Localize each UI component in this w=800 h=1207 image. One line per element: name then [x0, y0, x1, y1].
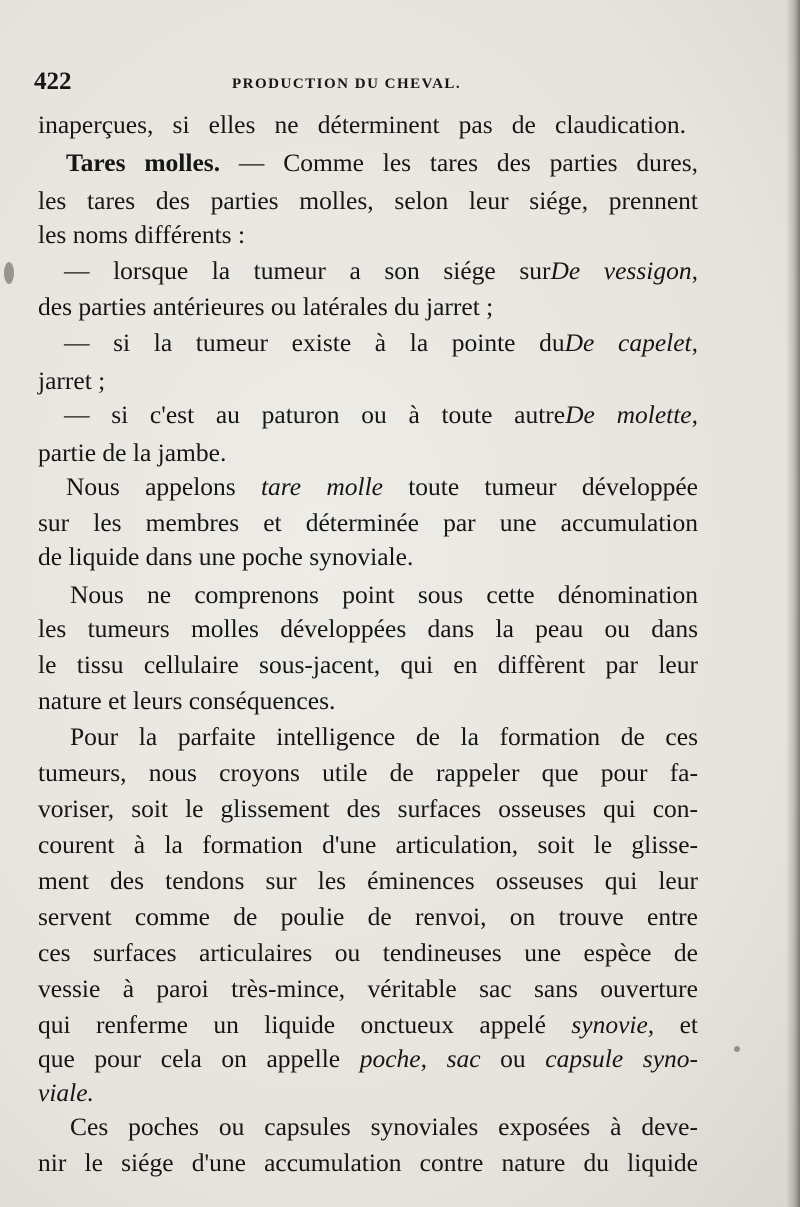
text-run: les noms différents : — [38, 220, 246, 249]
text-run: les tumeurs molles développées dans la peau ou dans — [38, 614, 698, 643]
text-line — [38, 1010, 698, 1040]
text-line — [64, 328, 698, 358]
text-line — [38, 292, 570, 322]
text-line — [38, 974, 698, 1004]
ink-smudge — [4, 262, 14, 284]
text-run: tumeurs, nous croyons utile de rappeler que pour fa- — [38, 758, 698, 787]
text-run: jarret ; — [38, 366, 106, 395]
text-line — [38, 650, 698, 680]
text-line — [38, 866, 698, 896]
italic-text: De capelet, — [564, 328, 699, 357]
text-run: nir le siége d'une accumulation contre nature du liquide — [38, 1148, 698, 1177]
text-line — [66, 148, 698, 178]
text-line — [38, 1148, 698, 1178]
text-run: ces surfaces articulaires ou tendineuses une espèce de — [38, 938, 698, 967]
page-edge-shadow — [786, 0, 800, 1207]
text-run: courent à la formation d'une articulation, soit le glisse- — [38, 830, 698, 859]
text-line — [70, 722, 698, 752]
italic-text: tare molle — [260, 472, 383, 501]
text-line — [64, 256, 698, 286]
italic-text: sac — [446, 1044, 481, 1073]
text-line — [38, 220, 275, 250]
italic-text: capsule syno- — [545, 1044, 699, 1073]
text-line — [38, 508, 698, 538]
text-line — [38, 902, 698, 932]
italic-text: De molette, — [565, 400, 698, 429]
text-line — [38, 938, 698, 968]
text-line — [38, 110, 686, 140]
text-line — [38, 614, 698, 644]
running-title: PRODUCTION DU CHEVAL. — [232, 76, 462, 92]
text-line — [38, 686, 385, 716]
text-line — [64, 400, 698, 430]
text-run: les tares des parties molles, selon leur siége, prennent — [38, 186, 698, 215]
text-line — [38, 366, 120, 396]
ink-smudge — [734, 1046, 740, 1052]
text-run: Ces poches ou capsules synoviales exposées à deve- — [70, 1112, 698, 1141]
text-run: — lorsque la tumeur a son siége sur — [64, 256, 551, 285]
text-line — [38, 542, 486, 572]
text-run: et — [654, 1010, 698, 1039]
text-line — [38, 186, 698, 216]
italic-text: synovie, — [571, 1010, 655, 1039]
text-run: le tissu cellulaire sous-jacent, qui en diffèrent par leur — [38, 650, 698, 679]
text-run: que pour cela on appelle — [38, 1044, 360, 1073]
text-run: sur les membres et déterminée par une accumulation — [38, 508, 698, 537]
text-run: ou — [480, 1044, 546, 1073]
text-run: — si la tumeur existe à la pointe du — [64, 328, 565, 357]
italic-text: De vessigon, — [550, 256, 698, 285]
text-run: nature et leurs conséquences. — [38, 686, 336, 715]
text-run: ment des tendons sur les éminences osseuses qui leur — [38, 866, 698, 895]
text-line — [38, 830, 698, 860]
text-line — [38, 1044, 698, 1074]
italic-text: poche, — [359, 1044, 427, 1073]
text-line — [38, 1078, 124, 1108]
text-run: — si c'est au paturon ou à toute autre — [64, 400, 566, 429]
text-line — [38, 758, 698, 788]
page-number: 422 — [34, 68, 72, 95]
text-run: toute tumeur développée — [382, 472, 698, 501]
text-run: vessie à paroi très-mince, véritable sac sans ouverture — [38, 974, 698, 1003]
text-run — [427, 1044, 447, 1073]
text-run: qui renferme un liquide onctueux appelé — [38, 1010, 572, 1039]
text-line — [38, 794, 698, 824]
text-run: Nous appelons — [66, 472, 261, 501]
italic-text: viale. — [38, 1078, 94, 1107]
text-run: de liquide dans une poche synoviale. — [38, 542, 414, 571]
text-run: — Comme les tares des parties dures, — [220, 148, 699, 177]
text-run: des parties antérieures ou latérales du jarret ; — [38, 292, 494, 321]
text-line — [70, 1112, 698, 1142]
bold-heading: Tares molles. — [66, 148, 221, 177]
text-run: inaperçues, si elles ne déterminent pas de claudication. — [38, 110, 686, 139]
text-run: servent comme de poulie de renvoi, on trouve entre — [38, 902, 698, 931]
text-run: voriser, soit le glissement des surfaces osseuses qui con- — [38, 794, 698, 823]
text-run: partie de la jambe. — [38, 438, 227, 467]
text-line — [38, 438, 254, 468]
text-run: Pour la parfaite intelligence de la formation de ces — [70, 722, 698, 751]
text-run: Nous ne comprenons point sous cette dénomination — [70, 580, 698, 609]
text-line — [70, 580, 698, 610]
text-line — [66, 472, 698, 502]
